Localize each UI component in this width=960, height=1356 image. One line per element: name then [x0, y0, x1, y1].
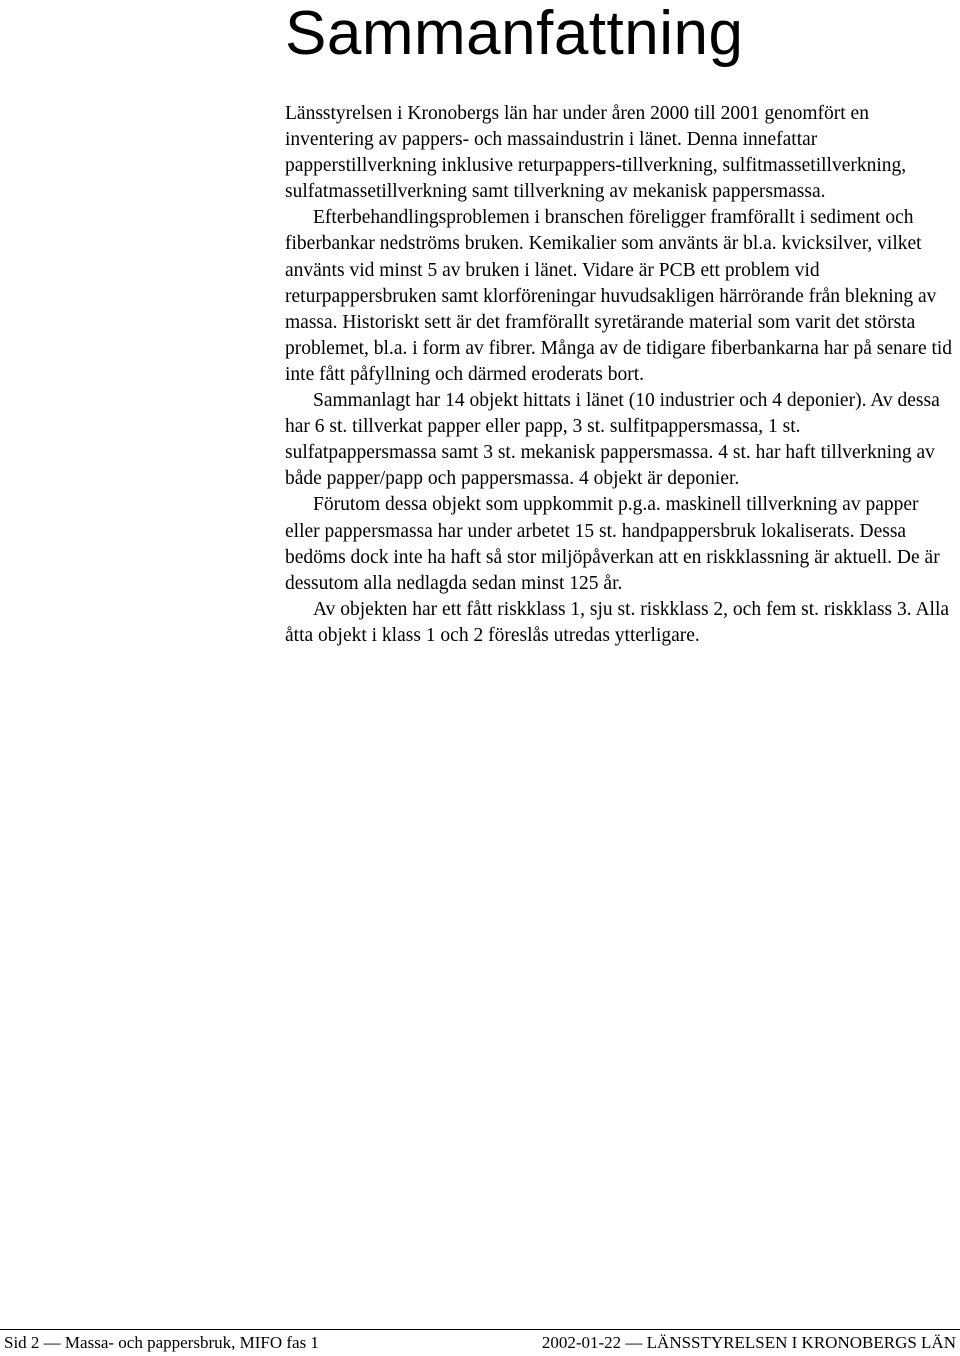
summary-body	[285, 101, 955, 649]
paragraph-problems: Efterbehandlingsproblemen i branschen föreligger framförallt i sediment och fiberbankar nedströms bruken. Kemikalier som använts är bl.a. kvicksilver, vilket använts vid minst 5 av bruken i länet. Vidare är PCB ett problem vid returpappersbruken samt klorföreningar huvudsakligen härrörande från blekning av massa. Historiskt sett är det framförallt syretärande material som varit det största problemet, bl.a. i form av fibrer. Många av de tidigare fiberbankarna har på senare tid inte fått påfyllning och därmed eroderats bort.	[285, 207, 953, 385]
paragraph-inventory: Länsstyrelsen i Kronobergs län har under åren 2000 till 2001 genomfört en inventering av pappers- och massaindustrin i länet. Denna innefattar papperstillverkning inklusive returpappers-tillverkning, sulfitmassetillverkning, sulfatmassetillverkning samt tillverkning av mekanisk pappersmassa.	[285, 103, 907, 203]
page-title: Sammanfattning	[285, 0, 744, 68]
footer-page-info: Sid 2 — Massa- och pappersbruk, MIFO fas 1	[4, 1333, 319, 1352]
paragraph-risk-classes: Av objekten har ett fått riskklass 1, sju st. riskklass 2, och fem st. riskklass 3. Alla åtta objekt i klass 1 och 2 föreslås utredas ytterligare.	[285, 598, 950, 646]
page-footer	[0, 1329, 960, 1356]
paragraph-objects: Sammanlagt har 14 objekt hittats i länet (10 industrier och 4 deponier). Av dessa har 6 st. tillverkat papper eller papp, 3 st. sulfitpappersmassa, 1 st. sulfatpappersmassa samt 3 st. mekanisk pappersmassa. 4 st. har haft tillverkning av både papper/papp och pappersmassa. 4 objekt är deponier.	[285, 390, 940, 490]
paragraph-handpaper-mills: Förutom dessa objekt som uppkommit p.g.a. maskinell tillverkning av papper eller pappersmassa har under arbetet 15 st. handpappersbruk lokaliserats. Dessa bedöms dock inte ha haft så stor miljöpåverkan att en riskklassning är aktuell. De är dessutom alla nedlagda sedan minst 125 år.	[285, 494, 940, 594]
footer-date-authority: 2002-01-22 — LÄNSSTYRELSEN I KRONOBERGS LÄN	[541, 1333, 956, 1352]
